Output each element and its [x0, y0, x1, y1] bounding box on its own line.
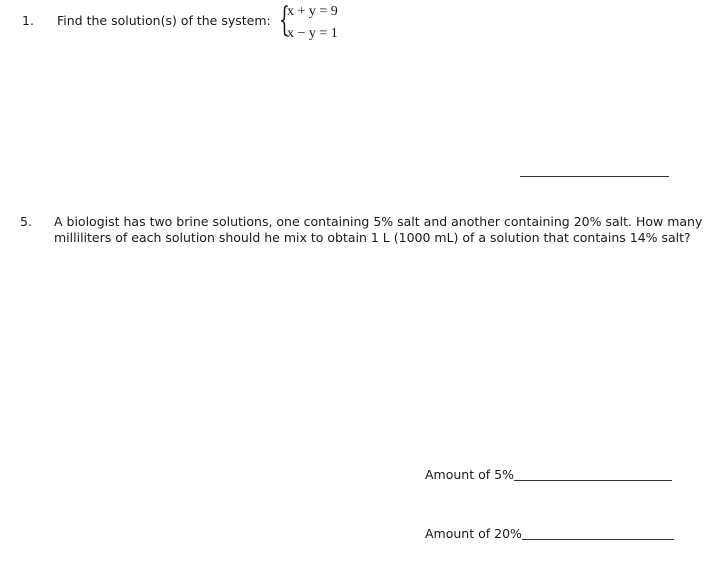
answer-blank-5-percent — [514, 480, 672, 481]
problem-1-answer-blank — [520, 176, 669, 177]
answer-label-20-percent: Amount of 20% — [425, 526, 522, 541]
problem-1-number: 1. — [22, 13, 34, 28]
answer-blank-20-percent — [522, 539, 674, 540]
equation-2: x − y = 1 — [287, 26, 338, 41]
equation-1: x + y = 9 — [287, 4, 338, 19]
problem-5-text-line-2: milliliters of each solution should he mix to obtain 1 L (1000 mL) of a solution that contains 14% salt? — [54, 230, 691, 245]
problem-5-text-line-1: A biologist has two brine solutions, one containing 5% salt and another containing 20% salt. How many — [54, 214, 703, 229]
answer-label-5-percent: Amount of 5% — [425, 467, 514, 482]
problem-5-number: 5. — [20, 214, 32, 229]
system-brace: { — [279, 0, 290, 40]
problem-1-prompt: Find the solution(s) of the system: — [57, 13, 271, 28]
